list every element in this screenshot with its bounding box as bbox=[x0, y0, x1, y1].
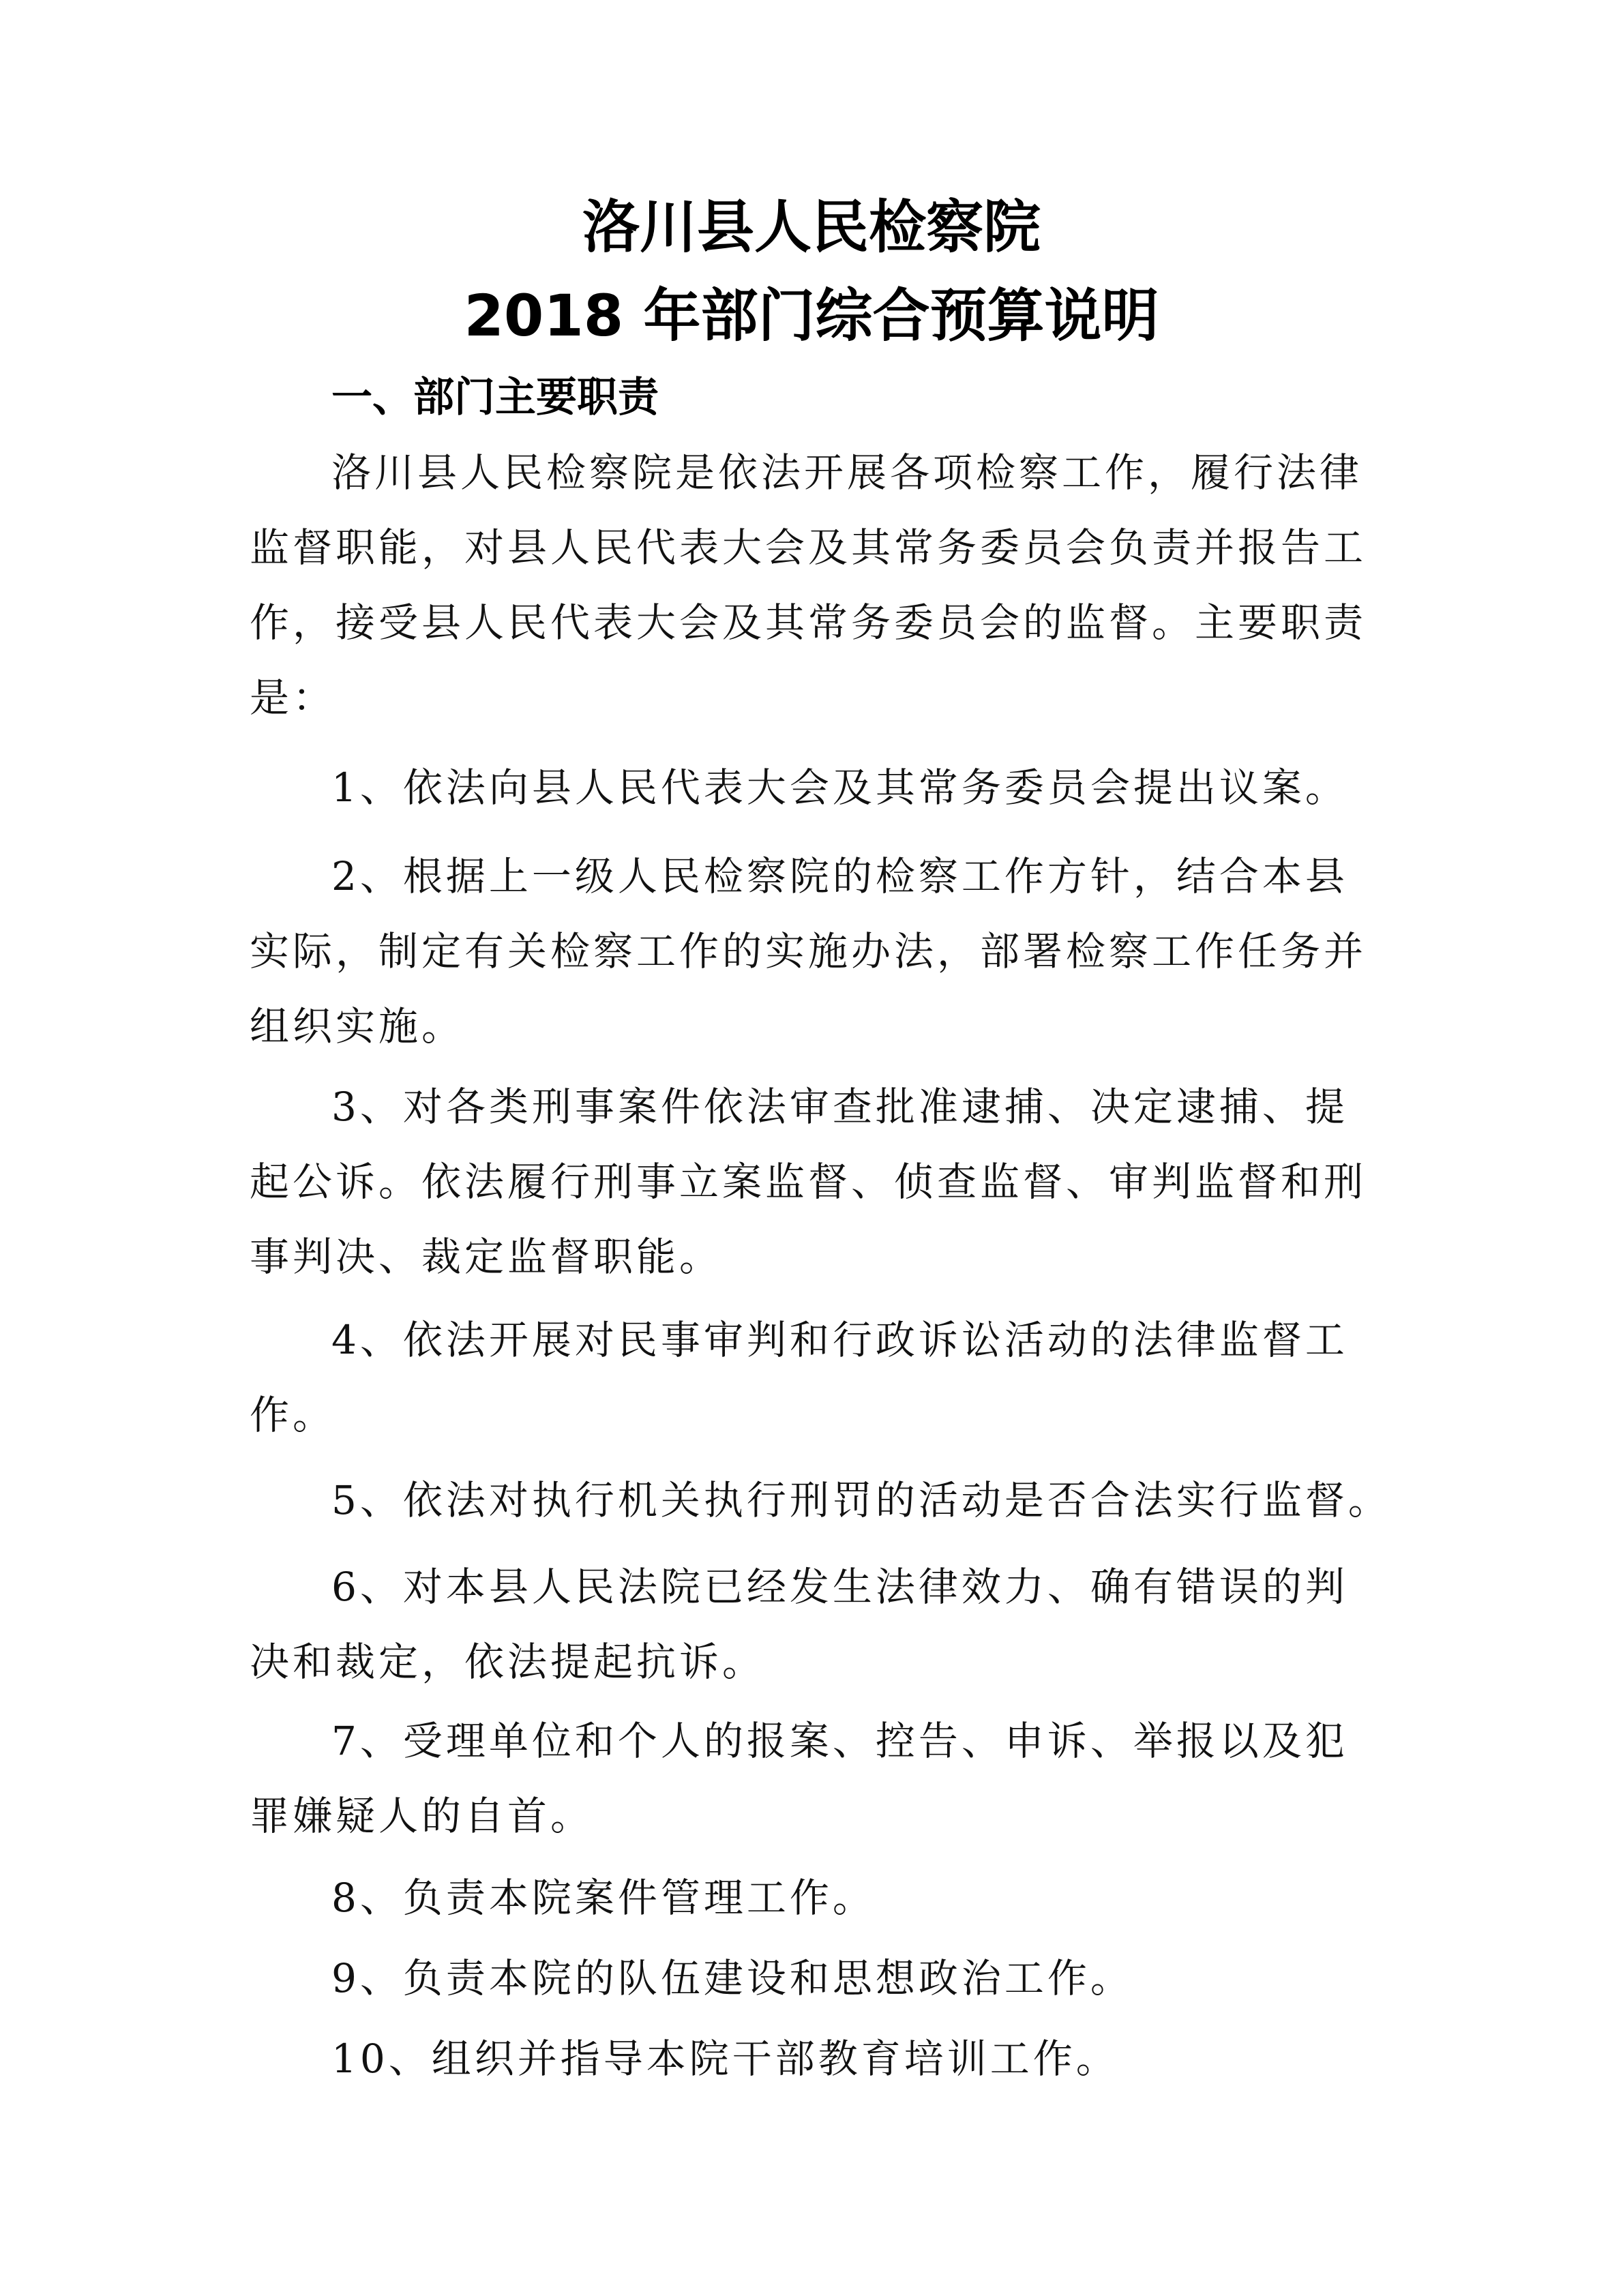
body-line: 2、根据上一级人民检察院的检察工作方针，结合本县 bbox=[331, 853, 1348, 899]
body-line: 9、负责本院的队伍建设和思想政治工作。 bbox=[331, 1955, 1133, 2001]
body-line: 罪嫌疑人的自首。 bbox=[250, 1793, 594, 1839]
body-line: 8、负责本院案件管理工作。 bbox=[331, 1875, 876, 1921]
body-line: 5、依法对执行机关执行刑罚的活动是否合法实行监督。 bbox=[331, 1477, 1391, 1523]
body-line: 7、受理单位和个人的报案、控告、申诉、举报以及犯 bbox=[331, 1718, 1348, 1764]
body-line: 实际，制定有关检察工作的实施办法，部署检察工作任务并 bbox=[250, 928, 1367, 974]
body-line: 组织实施。 bbox=[250, 1003, 465, 1049]
section-heading: 一、部门主要职责 bbox=[331, 374, 659, 421]
body-line: 是： bbox=[250, 674, 336, 721]
document-title-line-1: 洛川县人民检察院 bbox=[582, 194, 1041, 260]
body-line: 6、对本县人民法院已经发生法律效力、确有错误的判 bbox=[331, 1564, 1348, 1610]
document-title-line-2: 2018 年部门综合预算说明 bbox=[464, 282, 1159, 349]
body-line: 3、对各类刑事案件依法审查批准逮捕、决定逮捕、提 bbox=[331, 1084, 1348, 1130]
body-line: 10、组织并指导本院干部教育培训工作。 bbox=[331, 2036, 1119, 2082]
body-line: 洛川县人民检察院是依法开展各项检察工作，履行法律 bbox=[331, 449, 1363, 496]
body-line: 作。 bbox=[250, 1392, 336, 1438]
body-line: 监督职能，对县人民代表大会及其常务委员会负责并报告工 bbox=[250, 524, 1367, 571]
body-line: 事判决、裁定监督职能。 bbox=[250, 1234, 723, 1280]
body-line: 决和裁定，依法提起抗诉。 bbox=[250, 1639, 766, 1685]
body-line: 4、依法开展对民事审判和行政诉讼活动的法律监督工 bbox=[331, 1317, 1348, 1363]
body-line: 起公诉。依法履行刑事立案监督、侦查监督、审判监督和刑 bbox=[250, 1159, 1367, 1205]
body-line: 1、依法向县人民代表大会及其常务委员会提出议案。 bbox=[331, 764, 1348, 811]
body-line: 作，接受县人民代表大会及其常务委员会的监督。主要职责 bbox=[250, 599, 1367, 646]
